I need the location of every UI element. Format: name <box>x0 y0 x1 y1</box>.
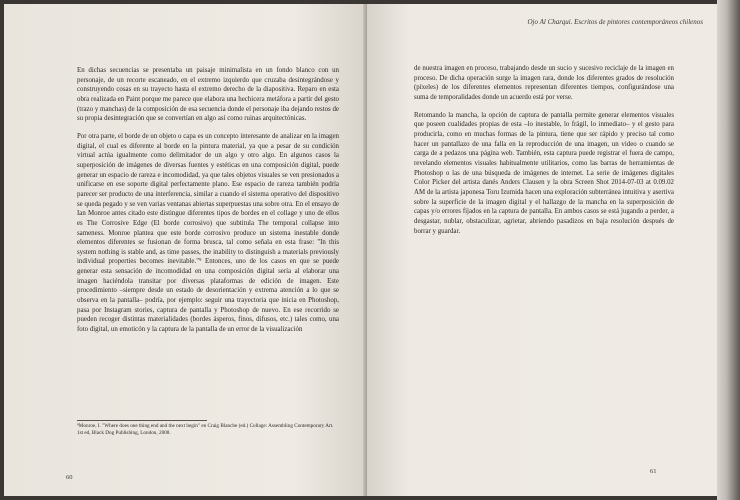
footnote: ⁹Monroe, I. "Where does one thing end and the next begin" en Craig Blanche (ed.) Collage: Assembling Contemporary Art. 1st ed, Black Dog Publishing, London, 2008. <box>77 423 334 436</box>
page-number: 60 <box>66 474 73 481</box>
left-page <box>4 4 366 496</box>
paragraph: Retomando la mancha, la opción de captura de pantalla permite generar elementos visuales que poseen cualidades propias de esta –lo inestable, lo frágil, lo inmediato– y el gesto para producirla, como en muchas formas de la pintura, tiene que ser rápido y preciso tal como hacer un pantallazo de una falla en la reproducción de una imagen, un video o cuando se carga de a pedazos una página web. También, esta captura puede registrar el fuera de campo, revelando elementos visuales habitualmente utilitarios, como las barras de herramientas de Photoshop o las de una búsqueda de imágenes de internet. La serie de imágenes digitales Color Picker del artista danés Anders Clausen y la obra Screen Shot 2014-07-03 at 0.09.02 AM de la artista japonesa Toru Izumida hacen una exploración subterránea intuitiva y asertiva sobre la superficie de la imagen digital y el hallazgo de la mancha en la superposición de capas y/o errores fijados en la captura de pantalla. En ambos casos se está jugando a perder, a desgastar, nublar, obstaculizar, agrietar, abriendo pasadizos en baja resolución después de borrar y guardar. <box>414 111 674 235</box>
right-page <box>367 4 717 496</box>
paragraph: En dichas secuencias se presentaba un paisaje minimalista en un fondo blanco con un personaje, de un recorte escaneado, en el extremo izquierdo que cruzaba desintegrándose y construyendo cosas en su trayecto hasta el extremo derecho de la diapositiva. Reparo en esta obra realizada en Paint porque me parece que elabora una hechicera metáfora a partir del gesto (trazo y manchas) de la composición de esa secuencia donde el personaje iba dejando restos de su propia desintegración que se convertían en algo así como ruinas arquitectónicas. <box>77 67 339 123</box>
paragraph: Por otra parte, el borde de un objeto o capa es un concepto interesante de analizar en la imagen digital, el cual es diferente al borde en la pintura material, ya que a pesar de su condición virtual actúa igualmente como delimitador de un algo y otro algo. En algunos casos la superposición de imágenes de diversas fuentes y estéticas en una composición digital, puede generar un espacio de rareza e incomodidad, ya que tales objetos visuales se ven presionados a unificarse en ese soporte digital perfectamente plano. Ese espacio de rareza también podría parecer ser producto de una interferencia, similar a cuando el sistema operativo del dispositivo se queda pegado y se ven varias ventanas abiertas superpuestas una sobre otra. En el ensayo de Ian Monroe antes citado este distingue diferentes tipos de bordes en el collage y uno de ellos es The Corrosive Edge (El borde corrosivo) que subtitula The temporal collapse into sameness. Monroe plantea que este borde corrosivo produce un sistema inestable donde elementos diferentes se fusionan de forma brusca, tal como señala en esta frase: "In this system nothing is stable and, as time passes, the inability to distinguish a materials previously individual properties becomes inevitable."⁹ Entonces, uno de los casos en que se puede generar esta sensación de incomodidad en una composición digital sería al elaborar una imagen haciéndola transitar por diversas plataformas de edición de imagen. Este procedimiento –siempre desde un estado de desorientación y extrema atención a lo que se observa en la pantalla– podría, por ejemplo: seguir una trayectoria que inicia en Photoshop, pasa por Instagram stories, captura de pantalla y Photoshop de nuevo. En ese recorrido se pueden recoger distintas materialidades (bordes ásperos, finos, difusos, etc.) tales como, una foto digital, un emoticón y la captura de la pantalla de un error de la visualización <box>77 132 339 334</box>
running-header: Ojo Al Charqui. Escritos de pintores contemporáneos chilenos <box>527 18 703 26</box>
page-number: 61 <box>650 468 657 475</box>
paragraph: de nuestra imagen en proceso, trabajando desde un sucio y sucesivo reciclaje de la imagen en proceso. De dicha operación surge la imagen rara, donde los diferentes grados de resolución (píxeles) de los diferentes elementos representan diferentes tiempos, configurándose una suma de temporalidades donde un acuerdo está por verse. <box>414 65 674 101</box>
right-page-body <box>414 64 674 244</box>
page-edges <box>717 0 740 500</box>
footnote-rule <box>77 420 207 421</box>
left-page-body <box>77 66 339 343</box>
